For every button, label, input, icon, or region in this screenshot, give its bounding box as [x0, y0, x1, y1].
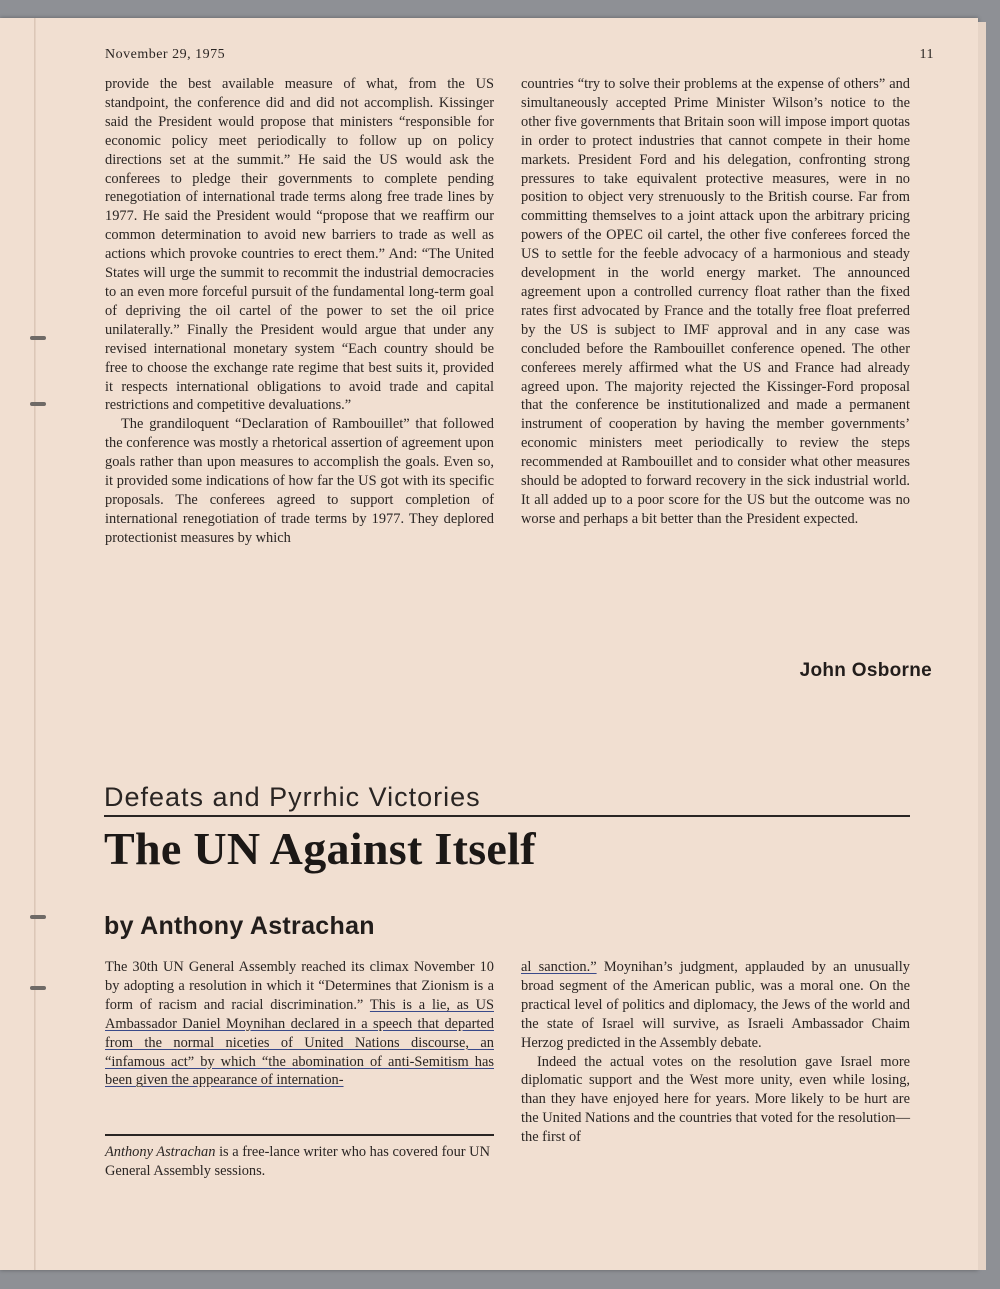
paragraph: [105, 958, 494, 1090]
staple: [30, 402, 46, 406]
pen-underlined-text: This is a lie, as US Ambassador Daniel Moynihan declared in a speech that departed from the normal niceties of United Nations discourse, an “infamous act” by which “the abomination of anti-Semitism has been given the appearance of internation-: [105, 996, 494, 1089]
staple: [30, 986, 46, 990]
paragraph: countries “try to solve their problems at the expense of others” and simultaneously accepted Prime Minister Wilson’s notice to the other five governments that Britain soon will impose import quotas in order to protect industries that cannot compete in their home markets. President Ford and his delegation, confronting strong pressures to take equivalent protective measures, were in no position to object very strenuously to the British course. Far from committing themselves to a joint attack upon the arbitrary pricing powers of the OPEC oil cartel, the other five conferees forced the US to settle for the feeble advocacy of a harmonious and steady development in the world energy market. The announced agreement upon a controlled currency float rather than the fixed rates first advocated by France and the totally free float preferred by the US is subject to IMF approval and in any case was concluded before the Rambouillet conference opened. The other conferees merely affirmed what the US and France had already agreed upon. The majority rejected the Kissinger-Ford proposal that the conference be institutionalized and made a permanent instrument of cooperation by having the member governments’ economic ministers meet periodically to review the steps recommended at Rambouillet and to consider what other measures should be adopted to forward recovery in the sick industrial world. It all added up to a poor score for the US but the outcome was no worse and perhaps a bit better than the President expected.: [521, 76, 910, 527]
page-edge: [978, 22, 986, 1270]
article-column-right: [521, 958, 910, 1147]
author-footnote: [105, 1143, 494, 1181]
footnote-text: is a free-lance writer who has covered four UN General Assembly sessions.: [105, 1144, 490, 1179]
page-fold: [34, 18, 36, 1270]
pen-underlined-text: al sanction.”: [521, 959, 597, 975]
paragraph: The grandiloquent “Declaration of Rambouillet” that followed the conference was mostly a rhetorical assertion of agreement upon goals rather than upon measures to accomplish the goals. Even so, it provided some indications of how far the US got with its specific proposals. The conferees agreed to support completion of international renegotiation of trade terms by 1977. They deplored protectionist measures by which: [105, 416, 494, 546]
staple: [30, 336, 46, 340]
article-byline: by Anthony Astrachan: [104, 912, 375, 940]
issue-date: November 29, 1975: [105, 47, 226, 62]
footnote-author: Anthony Astrachan: [105, 1144, 216, 1160]
author-signature: John Osborne: [799, 660, 932, 681]
headline-rule: [104, 815, 910, 817]
paragraph-text: Moynihan’s judgment, applauded by an unusually broad segment of the American public, was a moral one. On the practical level of politics and diplomacy, the Jews of the world and the state of Israel will survive, as Israeli Ambassador Chaim Herzog predicted in the Assembly debate.: [521, 959, 910, 1051]
paragraph-text: The 30th UN General Assembly reached its climax November 10 by adopting a resolution in which it “Determines that Zionism is a form of racism and racial discrimination.”: [105, 959, 494, 1013]
upper-column-left: [105, 75, 494, 548]
article-kicker: Defeats and Pyrrhic Victories: [104, 782, 481, 812]
staple: [30, 915, 46, 919]
paragraph: provide the best available measure of what, from the US standpoint, the conference did and did not accomplish. Kissinger said the President would propose that ministers “responsible for economic policy meet periodically to follow up on policy directions set at the summit.” He said the US would ask the conferees to pledge their governments to complete pending renegotiation of international trade terms along free trade lines by 1977. He said the President would “propose that we reaffirm our common determination to avoid new barriers to trade as well as actions which provoke countries to erect them.” And: “The United States will urge the summit to recommit the industrial democracies to an even more forceful pursuit of the fundamental long-term goal of depriving the oil cartel of the power to set the oil price unilaterally.” Finally the President would argue that under any revised international monetary system “Each country should be free to choose the exchange rate regime that best suits it, provided it respects international obligations to avoid trade and capital restrictions and competitive devaluations.”: [105, 76, 494, 414]
footnote-rule: [105, 1134, 494, 1136]
article-column-left: [105, 958, 494, 1090]
article-headline: The UN Against Itself: [104, 823, 536, 874]
paragraph: [521, 958, 910, 1053]
upper-column-right: [521, 75, 910, 529]
page-number: 11: [919, 47, 934, 62]
running-header: [105, 47, 934, 63]
paragraph: Indeed the actual votes on the resolution gave Israel more diplomatic support and the West more unity, even while losing, than they have enjoyed here for years. More likely to be hurt are the United Nations and the countries that voted for the resolution—the first of: [521, 1053, 910, 1146]
